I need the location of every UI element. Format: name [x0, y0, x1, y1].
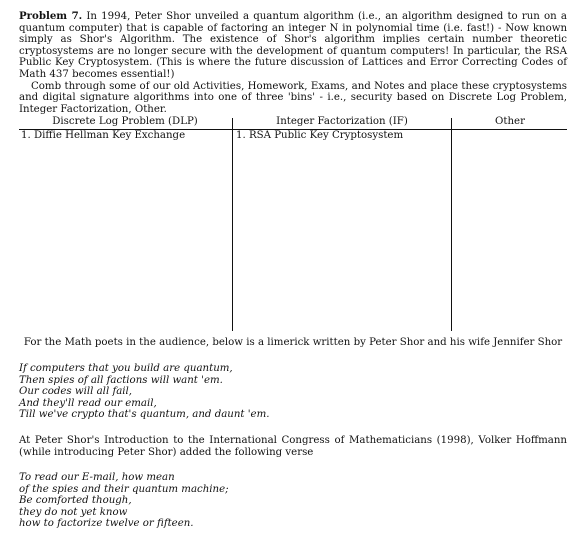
- limerick-line: Then spies of all factions will want 'em.: [19, 374, 223, 386]
- limerick-line: If computers that you build are quantum,: [19, 362, 233, 374]
- limerick: [19, 363, 567, 421]
- limerick-line: Till we've crypto that's quantum, and daunt 'em.: [19, 409, 270, 421]
- bin-header-dlp: Discrete Log Problem (DLP): [52, 116, 198, 128]
- bin-separator-1: [232, 118, 233, 331]
- verse-line: how to factorize twelve or fifteen.: [19, 518, 194, 530]
- bin-header-other: Other: [495, 116, 525, 128]
- verse-intro: At Peter Shor's Introduction to the International Congress of Mathematicians (1998), Volker Hoffmann (while introducing Peter Shor) added the following verse: [19, 434, 567, 458]
- problem-intro-text: In 1994, Peter Shor unveiled a quantum algorithm (i.e., an algorithm designed to run on a quantum computer) that is capable of factoring an integer N in polynomial time (i.e. fast!) - Now known simply as Shor's Algorithm. The existence of Shor's algorithm implies certain number theoretic cryptosystems are no longer secure with the development of quantum computers! In particular, the RSA Public Key Cryptosystem. (This is where the future discussion of Lattices and Error Correcting Codes of Math 437 becomes essential!): [19, 11, 567, 80]
- problem-intro: [19, 11, 567, 81]
- problem-instructions: Comb through some of our old Activities, Homework, Exams, and Notes and place these cryptosystems and digital signature algorithms into one of three 'bins' - i.e., security based on Discrete Log Problem, Integer Factorization, Other.: [19, 80, 567, 115]
- problem-page: [19, 11, 567, 530]
- verse-line: Be comforted though,: [19, 495, 132, 507]
- verse-line: of the spies and their quantum machine;: [19, 483, 229, 495]
- verse-line: To read our E-mail, how mean: [19, 472, 175, 484]
- limerick-line: And they'll read our email,: [19, 397, 157, 409]
- limerick-line: Our codes will all fail,: [19, 386, 133, 398]
- verse-line: they do not yet know: [19, 506, 128, 518]
- verse: [19, 472, 567, 530]
- limerick-intro: For the Math poets in the audience, below is a limerick written by Peter Shor and his wife Jennifer Shor: [23, 337, 563, 349]
- bin-entry-dlp: 1. Diffie Hellman Key Exchange: [21, 130, 186, 142]
- bins-table: [19, 116, 567, 332]
- problem-title: Problem 7.: [19, 10, 83, 22]
- bin-header-if: Integer Factorization (IF): [276, 116, 408, 128]
- bin-separator-2: [451, 118, 452, 331]
- bin-entry-if: 1. RSA Public Key Cryptosystem: [236, 130, 404, 142]
